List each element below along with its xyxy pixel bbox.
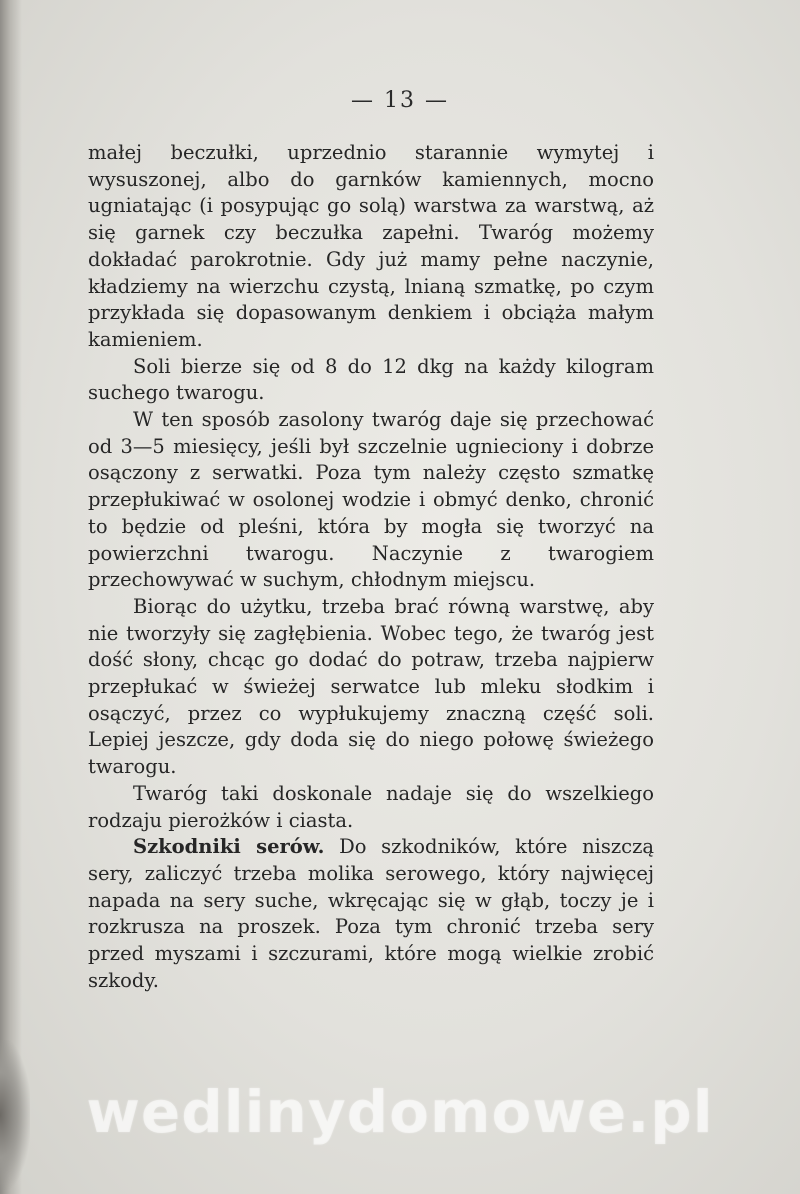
paragraph-3: W ten sposób zasolony twaróg daje się przechować od 3—5 miesięcy, jeśli był szczelnie ugnieciony i dobrze osączony z serwatki. Poza tym należy często szmatkę przepłukiwać w osolonej wodzie i obmyć denko, chronić to będzie od pleśni, która by mogła się tworzyć na powierzchni twarogu. Naczynie z twarogiem przechowywać w suchym, chłodnym miejscu. (88, 408, 654, 592)
page-spine-shadow (0, 0, 22, 1194)
watermark: wedlinydomowe.pl (86, 1078, 714, 1146)
paragraph-6 (88, 834, 654, 994)
page-number: — 13 — (351, 88, 449, 113)
section-heading: Szkodniki serów. (133, 835, 325, 859)
paragraph-1: małej beczułki, uprzednio starannie wymytej i wysuszonej, albo do garnków kamiennych, mocno ugniatając (i posypując go solą) warstwa za warstwą, aż się garnek czy beczułka zapełni. Twaróg możemy dokładać parokrotnie. Gdy już mamy pełne naczynie, kładziemy na wierzchu czystą, lnianą szmatkę, po czym przykłada się dopasowanym denkiem i obciąża małym kamieniem. (88, 141, 654, 351)
body-text (88, 140, 654, 995)
paragraph-6-text: Do szkodników, które niszczą sery, zaliczyć trzeba molika serowego, który najwięcej napada na sery suche, wkręcając się w głąb, toczy je i rozkrusza na proszek. Poza tym chronić trzeba sery przed myszami i szczurami, które mogą wielkie zrobić szkody. (88, 835, 654, 992)
paragraph-2: Soli bierze się od 8 do 12 dkg na każdy kilogram suchego twarogu. (88, 354, 654, 405)
paragraph-4: Biorąc do użytku, trzeba brać równą warstwę, aby nie tworzyły się zagłębienia. Wobec tego, że twaróg jest dość słony, chcąc go dodać do potraw, trzeba najpierw przepłukać w świeżej serwatce lub mleku słodkim i osączyć, przez co wypłukujemy znaczną część soli. Lepiej jeszcze, gdy doda się do niego połowę świeżego twarogu. (88, 594, 654, 779)
paragraph-5: Twaróg taki doskonale nadaje się do wszelkiego rodzaju pierożków i ciasta. (88, 781, 654, 832)
